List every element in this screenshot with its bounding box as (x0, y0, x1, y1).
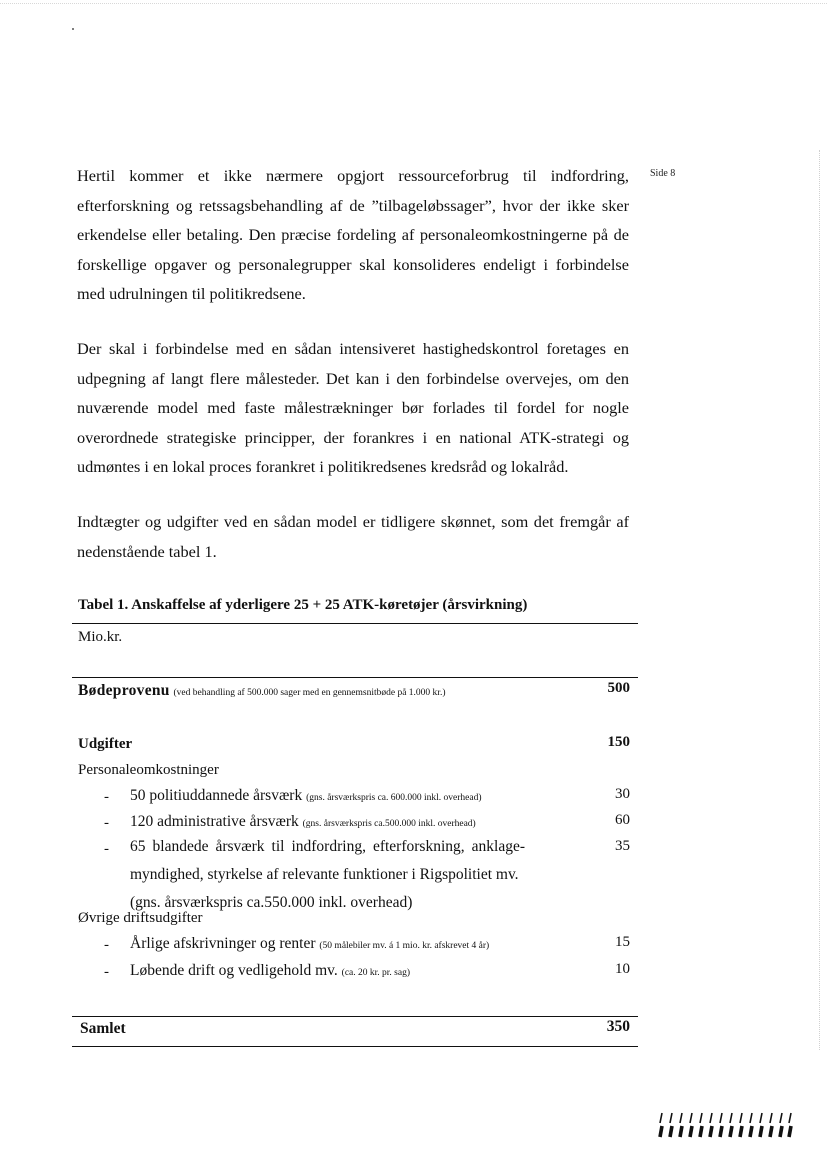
udgifter-label: Udgifter (78, 736, 133, 752)
oevrige-item-2-value: 10 (615, 961, 630, 977)
list-dash: - (104, 815, 109, 831)
oevrige-item-2-text: Løbende drift og vedligehold mv. (130, 962, 338, 979)
personale-item-3-value: 35 (615, 838, 630, 854)
oevrige-item-1-value: 15 (615, 934, 630, 950)
oevrige-item-2-note: (ca. 20 kr. pr. sag) (341, 968, 410, 978)
paragraph-2: Der skal i forbindelse med en sådan intensiveret hastighedskontrol foretages en udpegning af langt flere målesteder. Det kan i den forbindelse overvejes, om den nuværende model med faste målestrækninger bør forlades til fordel for nogle overordnede strategiske principper, der forankres i en national ATK-strategi og udmøntes i en lokal proces forankret i politikredsenes kredsråd og lokalråd. (77, 339, 629, 476)
personale-item-1-text: 50 politiuddannede årsværk (130, 787, 303, 804)
table-caption: Tabel 1. Anskaffelse af yderligere 25 + 25 ATK-køretøjer (årsvirkning) (78, 597, 528, 613)
personale-item-2-text: 120 administrative årsværk (130, 813, 299, 830)
list-dash: - (104, 841, 109, 857)
table-top-rule (72, 623, 638, 624)
oevrige-item-1-text: Årlige afskrivninger og renter (130, 935, 316, 952)
samlet-label: Samlet (80, 1020, 126, 1037)
boedeprovenu-label: Bødeprovenu (78, 682, 170, 699)
personale-label: Personaleomkostninger (78, 762, 219, 778)
boedeprovenu-value: 500 (607, 680, 630, 696)
table-rule (72, 1016, 638, 1017)
table-bottom-rule (72, 1046, 638, 1047)
list-dash: - (104, 937, 109, 953)
personale-item-2-value: 60 (615, 812, 630, 828)
oevrige-item-1-note: (50 målebiler mv. á 1 mio. kr. afskrevet 4 år) (319, 941, 490, 951)
scan-edge-top (0, 3, 827, 5)
personale-item-2 (130, 813, 476, 831)
personale-item-1-note: (gns. årsværkspris ca. 600.000 inkl. overhead) (306, 793, 482, 803)
table-rule (72, 677, 638, 678)
barcode-icon (658, 1112, 793, 1138)
personale-item-3-line-2: myndighed, styrkelse af relevante funktioner i Rigspolitiet mv. (130, 866, 519, 883)
row-boedeprovenu (78, 682, 445, 700)
boedeprovenu-note: (ved behandling af 500.000 sager med en gennemsnitbøde på 1.000 kr.) (173, 688, 446, 698)
personale-item-3-line-1: 65 blandede årsværk til indfordring, efterforskning, anklage- (130, 838, 525, 855)
personale-item-1-value: 30 (615, 786, 630, 802)
oevrige-item-2 (130, 962, 410, 980)
paragraph-3: Indtægter og udgifter ved en sådan model er tidligere skønnet, som det fremgår af nedenstående tabel 1. (77, 512, 629, 561)
personale-item-3-note: (gns. årsværkspris ca.550.000 inkl. overhead) (130, 894, 413, 911)
personale-item-2-note: (gns. årsværkspris ca.500.000 inkl. overhead) (302, 819, 476, 829)
udgifter-value: 150 (607, 734, 630, 750)
scan-edge-right (819, 150, 821, 1050)
oevrige-item-1 (130, 935, 489, 953)
paragraph-1: Hertil kommer et ikke nærmere opgjort ressourceforbrug til indfordring, efterforskning og retssagsbehandling af de ”tilbageløbssager”, hvor der ikke sker erkendelse eller betaling. Den præcise fordeling af personaleomkostningerne på de forskellige opgaver og personalegrupper skal konsolideres endeligt i forbindelse med udrulningen til politikredsene. (77, 166, 629, 303)
scan-speck (72, 28, 74, 30)
samlet-value: 350 (606, 1018, 630, 1035)
list-dash: - (104, 789, 109, 805)
oevrige-label: Øvrige driftsudgifter (78, 910, 203, 926)
table-unit: Mio.kr. (78, 629, 123, 645)
page-number: Side 8 (650, 168, 676, 179)
personale-item-1 (130, 787, 482, 805)
list-dash: - (104, 964, 109, 980)
